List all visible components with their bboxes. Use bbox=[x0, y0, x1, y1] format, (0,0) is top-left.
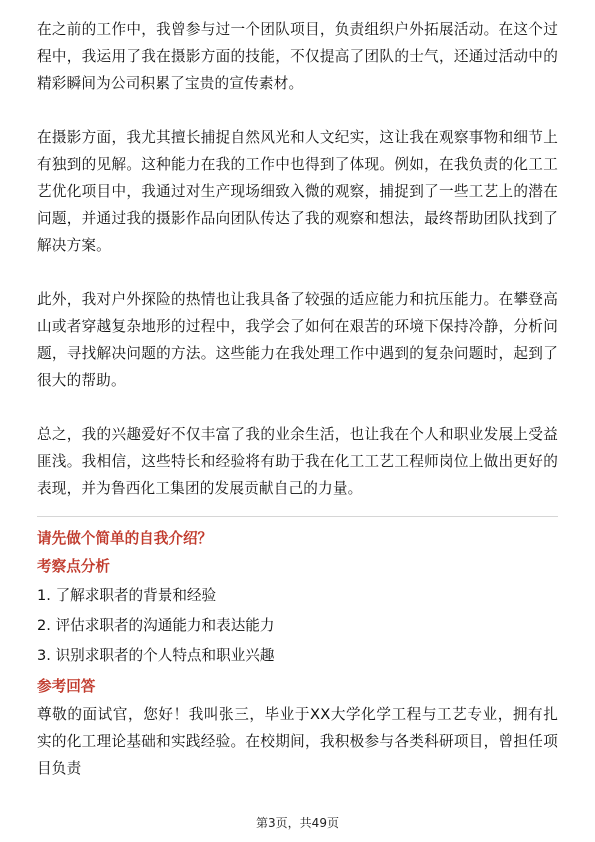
document-body bbox=[37, 16, 558, 782]
question-block bbox=[37, 527, 558, 782]
page-number: 第3页，共49页 bbox=[256, 816, 339, 830]
question-title: 请先做个简单的自我介绍？ bbox=[37, 530, 213, 547]
paragraph-photography: 在摄影方面，我尤其擅长捕捉自然风光和人文纪实，这让我在观察事物和细节上有独到的见解。这种能力在我的工作中也得到了体现。例如，在我负责的化工工艺优化项目中，我通过对生产现场细致入微的观察，捕捉到了一些工艺上的潜在问题，并通过我的摄影作品向团队传达了我的观察和想法，最终帮助团队找到了解决方案。 bbox=[37, 129, 558, 254]
analysis-point: 1. 了解求职者的背景和经验 bbox=[37, 587, 217, 604]
analysis-heading: 考察点分析 bbox=[37, 558, 110, 575]
section-divider bbox=[37, 516, 558, 517]
answer-heading: 参考回答 bbox=[37, 678, 96, 695]
analysis-point: 3. 识别求职者的个人特点和职业兴趣 bbox=[37, 647, 275, 664]
paragraph-outdoor: 此外，我对户外探险的热情也让我具备了较强的适应能力和抗压能力。在攀登高山或者穿越复杂地形的过程中，我学会了如何在艰苦的环境下保持冷静，分析问题，寻找解决问题的方法。这些能力在我处理工作中遇到的复杂问题时，起到了很大的帮助。 bbox=[37, 291, 558, 389]
paragraph-summary: 总之，我的兴趣爱好不仅丰富了我的业余生活，也让我在个人和职业发展上受益匪浅。我相信，这些特长和经验将有助于我在化工工艺工程师岗位上做出更好的表现，并为鲁西化工集团的发展贡献自己的力量。 bbox=[37, 426, 558, 497]
analysis-point: 2. 评估求职者的沟通能力和表达能力 bbox=[37, 617, 275, 634]
analysis-points bbox=[37, 581, 558, 671]
answer-text: 尊敬的面试官，您好！我叫张三，毕业于XX大学化学工程与工艺专业，拥有扎实的化工理论基础和实践经验。在校期间，我积极参与各类科研项目，曾担任项目负责 bbox=[37, 706, 558, 777]
paragraph-teamwork: 在之前的工作中，我曾参与过一个团队项目，负责组织户外拓展活动。在这个过程中，我运用了我在摄影方面的技能，不仅提高了团队的士气，还通过活动中的精彩瞬间为公司积累了宝贵的宣传素材。 bbox=[37, 21, 558, 92]
